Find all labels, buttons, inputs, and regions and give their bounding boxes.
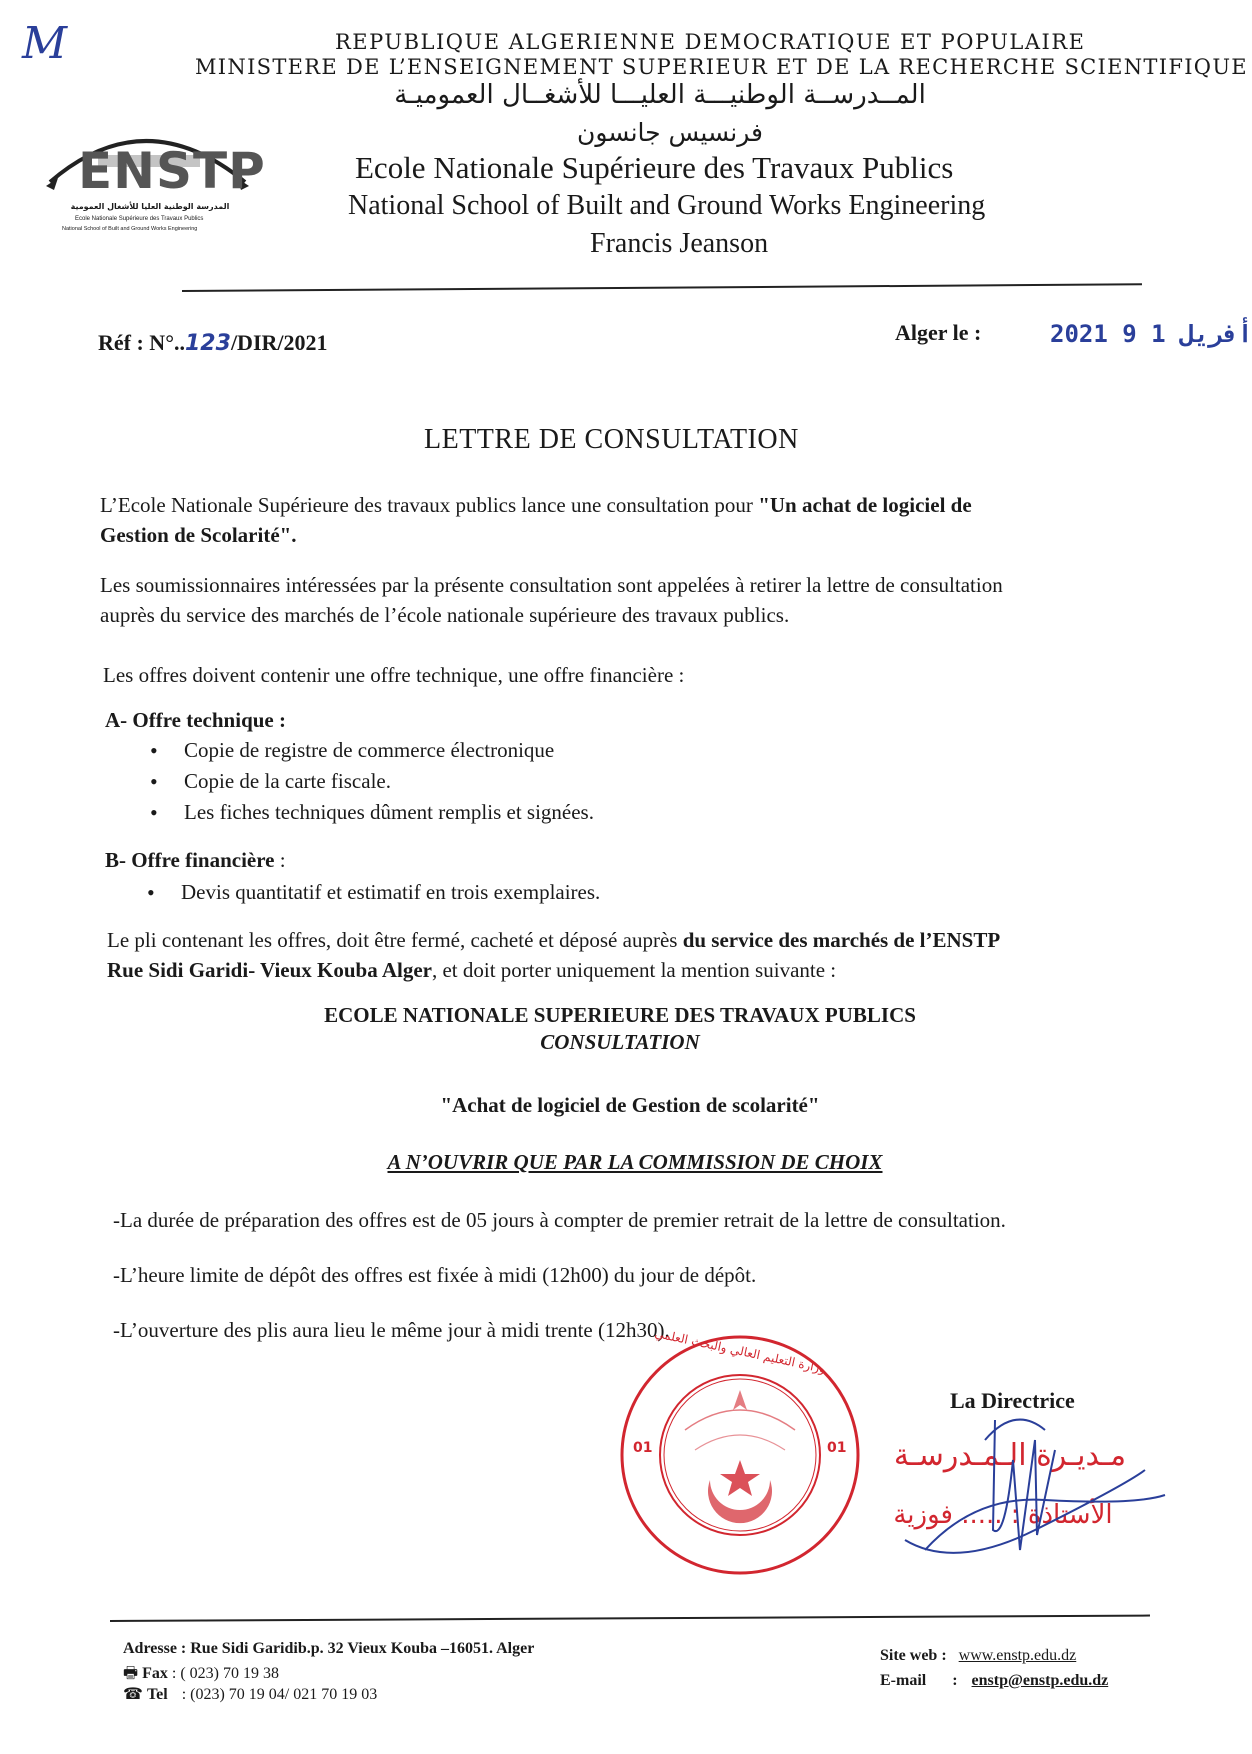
email-separator: :	[952, 1672, 958, 1689]
fax-number: : ( 023) 70 19 38	[171, 1665, 279, 1682]
handwritten-signature	[895, 1400, 1175, 1570]
logo-arabic-line: المدرسة الوطنية العليا للأشغال العمومية	[70, 202, 230, 211]
school-arabic-subname: فرنسيس جانسون	[577, 118, 763, 147]
intro-text: L’Ecole Nationale Supérieure des travaux publics lance une consultation pour	[100, 493, 759, 517]
footer-website	[880, 1647, 1076, 1665]
fax-label: Fax	[142, 1665, 168, 1682]
mention-consultation: CONSULTATION	[540, 1030, 700, 1054]
school-dedication-name: Francis Jeanson	[590, 228, 769, 259]
envelope-text: Le pli contenant les offres, doit être fermé, cacheté et déposé auprès	[107, 928, 683, 952]
phone-icon: ☎	[123, 1686, 143, 1703]
section-b-colon: :	[274, 848, 286, 872]
fax-icon: 🖶	[123, 1665, 139, 1682]
list-item: • Les fiches techniques dûment remplis et signées.	[150, 797, 594, 828]
tel-label: Tel	[146, 1686, 168, 1703]
envelope-mention-intro: , et doit porter uniquement la mention suivante :	[431, 958, 837, 983]
republic-heading: REPUBLIQUE ALGERIENNE DEMOCRATIQUE ET POPULAIRE	[335, 30, 1086, 54]
website-label: Site web :	[880, 1647, 947, 1664]
reference-prefix: Réf : N°..	[98, 330, 185, 355]
mention-school-name: ECOLE NATIONALE SUPERIEURE DES TRAVAUX PUBLICS	[324, 1003, 916, 1027]
section-a-list	[150, 735, 594, 828]
intro-subject: "Un achat de logiciel de	[758, 493, 972, 517]
ministry-heading: MINISTERE DE L’ENSEIGNEMENT SUPERIEUR ET DE LA RECHERCHE SCIENTIFIQUE	[195, 55, 1248, 79]
school-arabic-name: المــدرســة الوطنيـــة العليـــا للأشغــال العموميـة	[394, 80, 926, 110]
envelope-line-1	[107, 925, 1000, 955]
intro-paragraph	[100, 490, 1140, 551]
mention-subject: "Achat de logiciel de Gestion de scolarité"	[440, 1093, 820, 1117]
offers-intro: Les offres doivent contenir une offre technique, une offre financière :	[103, 663, 685, 687]
condition-deadline: -L’heure limite de dépôt des offres est fixée à midi (12h00) du jour de dépôt.	[113, 1263, 757, 1287]
logo-acronym: ENSTP	[78, 142, 266, 200]
logo-english-line: National School of Built and Ground Works Engineering	[62, 226, 198, 232]
seal-number-right: 01	[827, 1440, 847, 1456]
list-item: • Devis quantitatif et estimatif en trois exemplaires.	[147, 877, 600, 908]
envelope-service: du service des marchés de l’ENSTP	[682, 928, 1001, 952]
bidders-paragraph	[100, 570, 1003, 631]
enstp-logo	[40, 110, 266, 240]
tel-numbers: : (023) 70 19 04/ 021 70 19 03	[181, 1686, 378, 1703]
envelope-address: Rue Sidi Garidi- Vieux Kouba Alger	[107, 958, 432, 983]
email-link[interactable]: enstp@enstp.edu.dz	[971, 1672, 1109, 1689]
seal-ring-text: وزارة التعليم العالي والبحث العلمي	[653, 1326, 827, 1376]
website-link[interactable]: www.enstp.edu.dz	[958, 1647, 1077, 1664]
seal-number-left: 01	[633, 1440, 653, 1456]
header-divider	[182, 283, 1142, 292]
section-b-heading	[105, 845, 286, 875]
envelope-line-2	[107, 955, 1000, 985]
alger-date-label: Alger le :	[895, 320, 982, 345]
footer-email	[880, 1672, 1108, 1690]
mention-warning: A N’OUVRIR QUE PAR LA COMMISSION DE CHOIX	[387, 1150, 883, 1174]
logo-french-line: Ecole Nationale Supérieure des Travaux Publics	[75, 216, 204, 222]
section-b-title: B- Offre financière	[105, 848, 275, 872]
section-b-list	[147, 877, 600, 908]
signatory-stamp-name: الأستاذة : ..... فوزية	[893, 1500, 1113, 1530]
reference-handwritten-number: 123	[185, 331, 231, 356]
footer-address: Adresse : Rue Sidi Garidib.p. 32 Vieux Kouba –16051. Alger	[123, 1640, 535, 1657]
signatory-stamp-title: مـديـرة الـمـدرسـة	[893, 1438, 1127, 1473]
footer-divider	[110, 1615, 1150, 1622]
margin-mark: M	[22, 18, 68, 69]
condition-preparation: -La durée de préparation des offres est de 05 jours à compter de premier retrait de la lettre de consultation.	[113, 1208, 1006, 1232]
list-item: • Copie de la carte fiscale.	[150, 766, 594, 797]
footer-tel	[123, 1684, 377, 1704]
date-stamp: 2021 أفريل 1 9	[1050, 320, 1252, 348]
intro-line-1	[100, 490, 1140, 520]
list-item: • Copie de registre de commerce électronique	[150, 735, 594, 766]
school-english-name: National School of Built and Ground Works Engineering	[348, 190, 986, 221]
envelope-paragraph	[107, 925, 1000, 986]
bidders-line-2: auprès du service des marchés de l’école nationale supérieure des travaux publics.	[100, 603, 790, 628]
document-title: LETTRE DE CONSULTATION	[424, 424, 799, 455]
intro-subject-continued: Gestion de Scolarité".	[100, 523, 297, 548]
school-french-name: Ecole Nationale Supérieure des Travaux Publics	[355, 150, 954, 185]
condition-opening: -L’ouverture des plis aura lieu le même jour à midi trente (12h30).	[113, 1318, 670, 1342]
official-seal	[615, 1326, 865, 1580]
reference-number	[98, 330, 328, 356]
bidders-line-1: Les soumissionnaires intéressées par la présente consultation sont appelées à retirer la lettre de consultation	[100, 573, 1003, 597]
signature-scribble	[895, 1400, 1175, 1570]
section-a-heading: A- Offre technique :	[105, 708, 286, 732]
email-label: E-mail	[880, 1672, 927, 1689]
signatory-title: La Directrice	[950, 1388, 1075, 1413]
reference-suffix: /DIR/2021	[230, 330, 328, 355]
